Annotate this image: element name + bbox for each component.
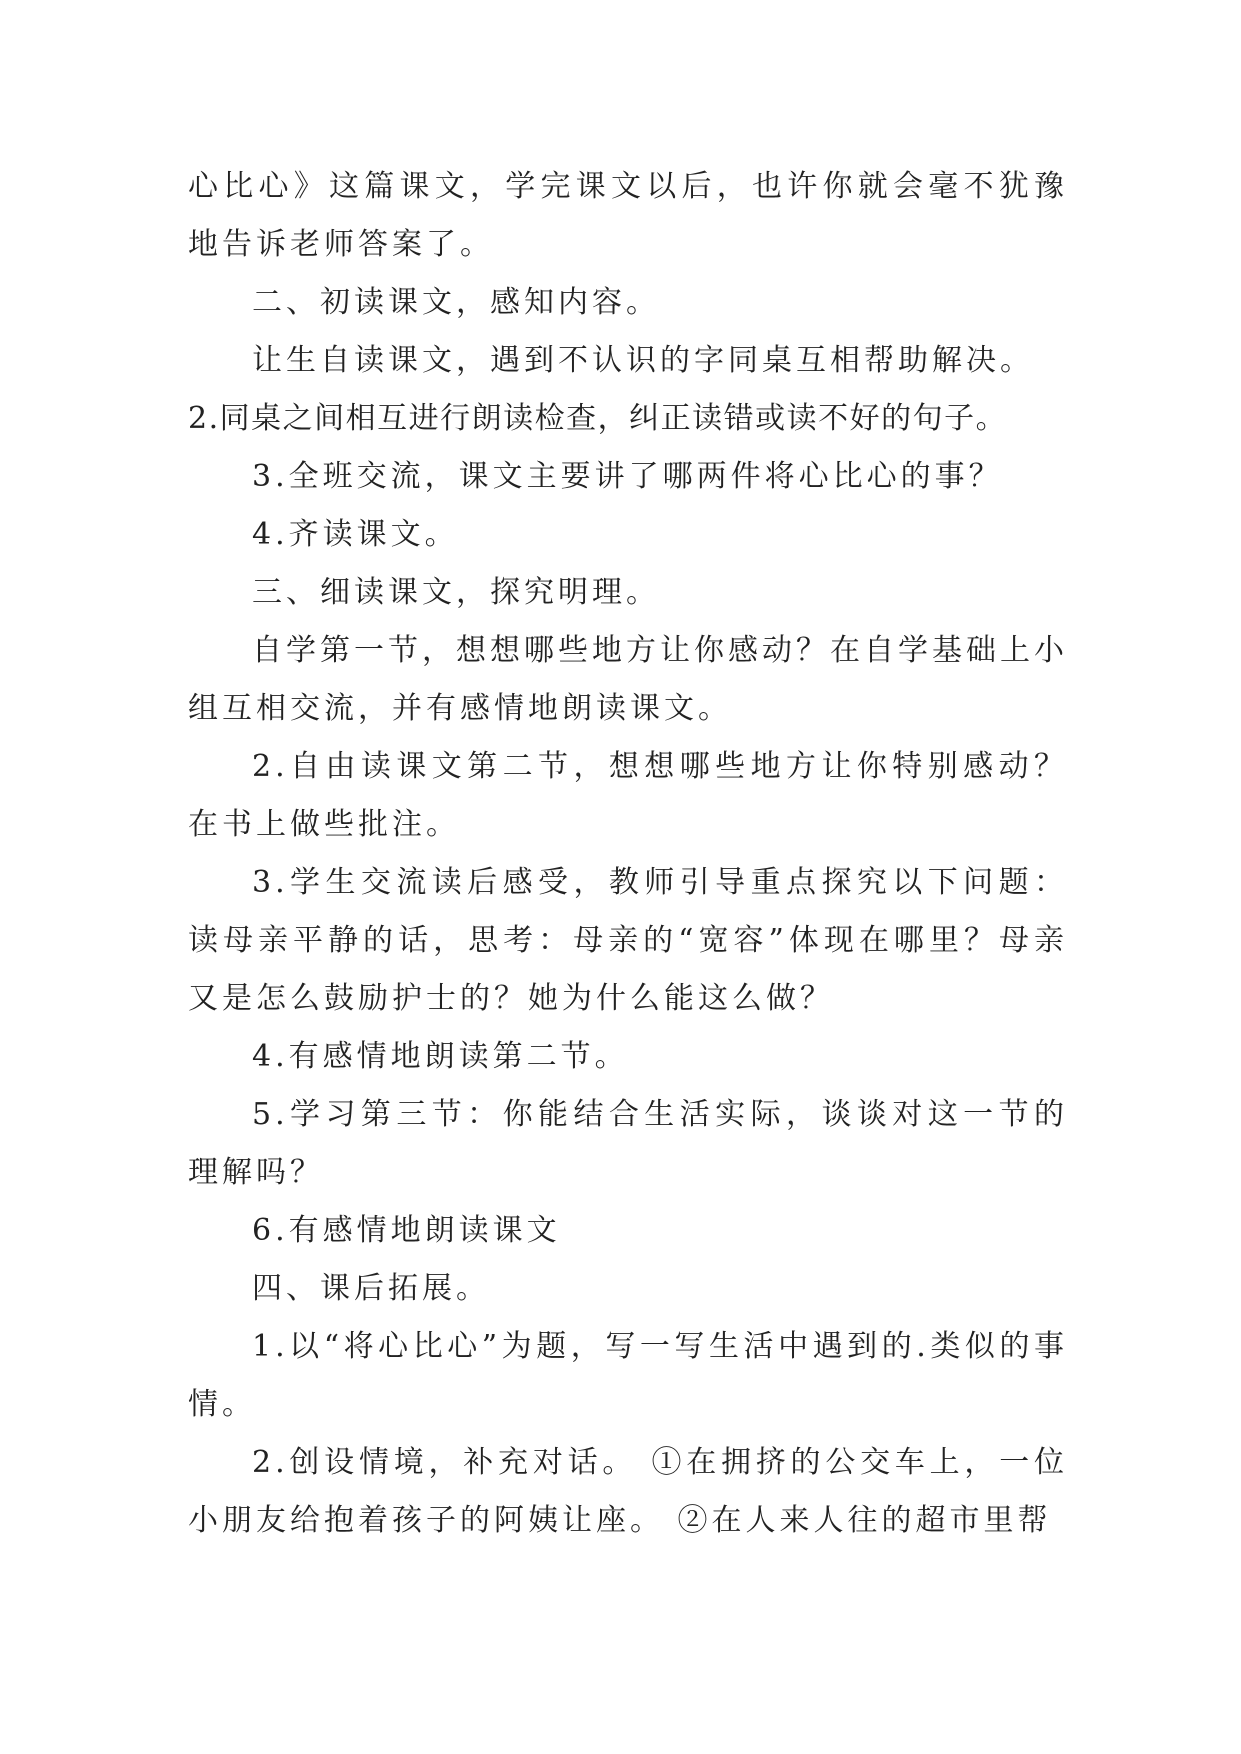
paragraph: 4.齐读课文。	[252, 517, 459, 552]
paragraph: 心比心》这篇课文，学完课文以后，也许你就会毫不犹豫地告诉老师答案了。	[188, 169, 1068, 262]
paragraph: 1.以“将心比心”为题，写一写生活中遇到的.类似的事情。	[188, 1329, 1068, 1422]
paragraph: 2.创设情境，补充对话。 ①在拥挤的公交车上，一位小朋友给抱着孩子的阿姨让座。 ②在人来人往的超市里帮	[188, 1445, 1068, 1538]
paragraph: 自学第一节，想想哪些地方让你感动？在自学基础上小组互相交流，并有感情地朗读课文。	[188, 633, 1068, 726]
paragraph: 5.学习第三节：你能结合生活实际，谈谈对这一节的理解吗？	[188, 1097, 1068, 1190]
paragraph: 3.学生交流读后感受，教师引导重点探究以下问题：读母亲平静的话，思考：母亲的“宽容”体现在哪里？母亲又是怎么鼓励护士的？她为什么能这么做？	[188, 865, 1068, 1016]
document-body	[188, 158, 1068, 1550]
paragraph: 3.全班交流，课文主要讲了哪两件将心比心的事？	[252, 459, 1003, 494]
paragraph: 6.有感情地朗读课文	[252, 1213, 561, 1248]
section-heading: 三、细读课文，探究明理。	[252, 575, 660, 610]
section-heading: 四、课后拓展。	[252, 1271, 490, 1306]
section-heading: 二、初读课文，感知内容。	[252, 285, 660, 320]
paragraph: 让生自读课文，遇到不认识的字同桌互相帮助解决。	[252, 343, 1034, 378]
paragraph: 2.自由读课文第二节，想想哪些地方让你特别感动？在书上做些批注。	[188, 749, 1068, 842]
paragraph: 2.同桌之间相互进行朗读检查，纠正读错或读不好的句子。	[188, 401, 1008, 436]
paragraph: 4.有感情地朗读第二节。	[252, 1039, 629, 1074]
